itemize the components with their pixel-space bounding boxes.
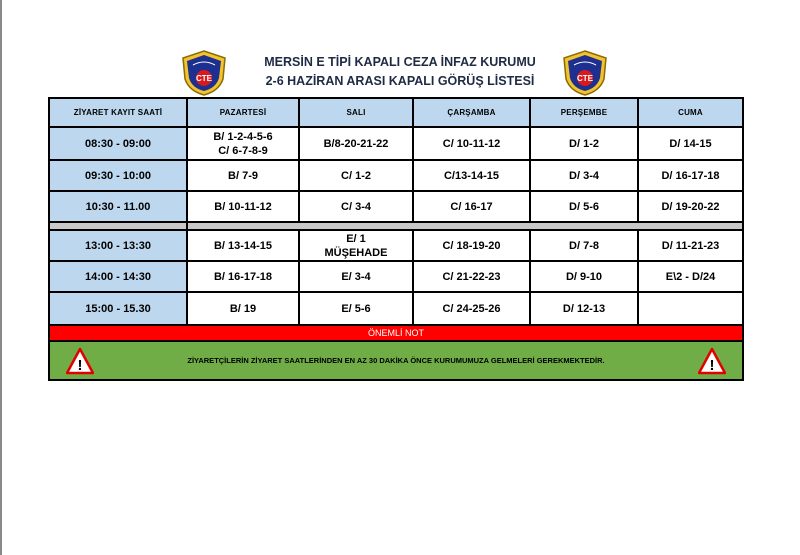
- page-left-border: [0, 0, 2, 555]
- time-slot: 09:30 - 10:00: [49, 160, 187, 191]
- column-header: ÇARŞAMBA: [413, 98, 530, 127]
- schedule-cell: [299, 230, 413, 261]
- schedule-cell: E/ 5-6: [299, 292, 413, 325]
- cell-line: B/ 1-2-4-5-6 C/ 6-7-8-9: [213, 130, 273, 157]
- schedule-cell: B/ 10-11-12: [187, 191, 299, 222]
- warning-mark: !: [77, 357, 83, 374]
- schedule-cell: [638, 292, 743, 325]
- warning-triangle-icon: [698, 347, 726, 375]
- schedule-cell: D/ 16-17-18: [638, 160, 743, 191]
- title-line-2: 2-6 HAZİRAN ARASI KAPALI GÖRÜŞ LİSTESİ: [265, 74, 535, 88]
- time-slot: 15:00 - 15.30: [49, 292, 187, 325]
- table-header-row: [49, 98, 743, 127]
- schedule-cell: D/ 14-15: [638, 127, 743, 160]
- table-row: [49, 292, 743, 325]
- schedule-cell: D/ 7-8: [530, 230, 638, 261]
- notice-text: ZİYARETÇİLERİN ZİYARET SAATLERİNDEN EN AZ 30 DAKİKA ÖNCE KURUMUMUZA GELMELERİ GEREKMEKTEDİR.: [187, 356, 605, 365]
- notice-cell: [49, 341, 743, 380]
- time-slot: 10:30 - 11.00: [49, 191, 187, 222]
- schedule-cell: B/ 16-17-18: [187, 261, 299, 292]
- time-slot: 13:00 - 13:30: [49, 230, 187, 261]
- notice-title: ÖNEMLİ NOT: [49, 325, 743, 341]
- column-header: ZİYARET KAYIT SAATİ: [49, 98, 187, 127]
- time-slot: 14:00 - 14:30: [49, 261, 187, 292]
- schedule-cell: B/ 13-14-15: [187, 230, 299, 261]
- table-row: [49, 191, 743, 222]
- schedule-cell: D/ 5-6: [530, 191, 638, 222]
- schedule-cell: B/ 19: [187, 292, 299, 325]
- schedule-cell: C/ 1-2: [299, 160, 413, 191]
- schedule-cell: D/ 11-21-23: [638, 230, 743, 261]
- column-header: CUMA: [638, 98, 743, 127]
- cell-line: E/ 1 MÜŞEHADE: [324, 232, 388, 259]
- title-line-1: MERSİN E TİPİ KAPALI CEZA İNFAZ KURUMU: [264, 55, 536, 69]
- schedule-cell: C/ 16-17: [413, 191, 530, 222]
- notice-header-row: [49, 325, 743, 341]
- schedule-cell: C/ 10-11-12: [413, 127, 530, 160]
- schedule-cell: D/ 9-10: [530, 261, 638, 292]
- warning-triangle-icon: [66, 347, 94, 375]
- schedule-cell: C/13-14-15: [413, 160, 530, 191]
- schedule-cell: D/ 19-20-22: [638, 191, 743, 222]
- column-header: PAZARTESİ: [187, 98, 299, 127]
- emblem-text: CTE: [577, 74, 593, 83]
- schedule-cell: C/ 3-4: [299, 191, 413, 222]
- time-slot: 08:30 - 09:00: [49, 127, 187, 160]
- table-row: [49, 261, 743, 292]
- emblem-text: CTE: [196, 74, 212, 83]
- schedule-cell: C/ 18-19-20: [413, 230, 530, 261]
- schedule-cell: [187, 127, 299, 160]
- column-header: PERŞEMBE: [530, 98, 638, 127]
- lunch-separator-row: [49, 222, 743, 230]
- schedule-cell: B/8-20-21-22: [299, 127, 413, 160]
- schedule-cell: B/ 7-9: [187, 160, 299, 191]
- schedule-cell: E/ 3-4: [299, 261, 413, 292]
- column-header: SALI: [299, 98, 413, 127]
- notice-row: [49, 341, 743, 380]
- schedule-cell: D/ 12-13: [530, 292, 638, 325]
- schedule-cell: D/ 3-4: [530, 160, 638, 191]
- schedule-cell: D/ 1-2: [530, 127, 638, 160]
- separator-cell: [49, 222, 187, 230]
- separator-cell: [187, 222, 743, 230]
- table-row: [49, 127, 743, 160]
- table-row: [49, 230, 743, 261]
- document-title: [215, 53, 585, 91]
- schedule-cell: E\2 - D/24: [638, 261, 743, 292]
- warning-mark: !: [709, 357, 715, 374]
- schedule-cell: C/ 21-22-23: [413, 261, 530, 292]
- table-row: [49, 160, 743, 191]
- visit-schedule-table: [48, 97, 744, 381]
- schedule-cell: C/ 24-25-26: [413, 292, 530, 325]
